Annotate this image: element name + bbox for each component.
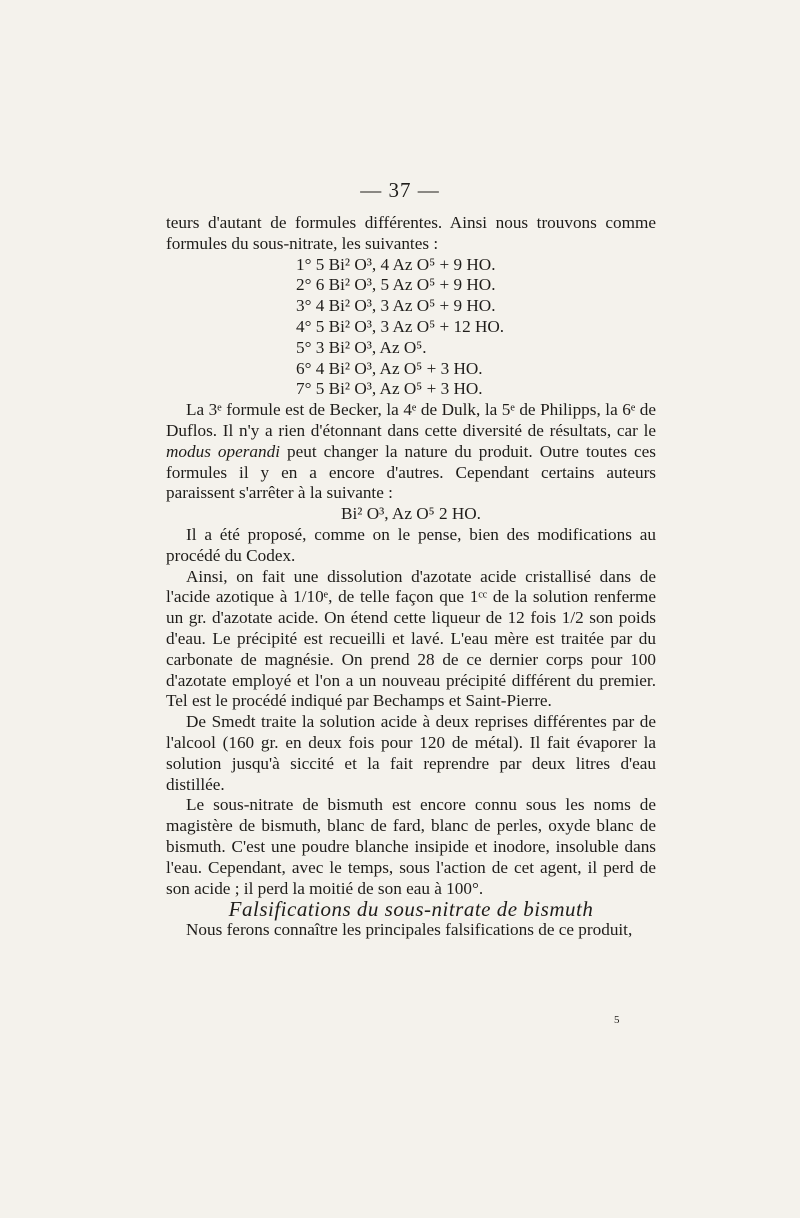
paragraph: Nous ferons connaître les principales falsifications de ce produit,: [186, 920, 633, 940]
formula-single: Bi² O³, Az O⁵ 2 HO.: [341, 504, 481, 524]
formula-item: 4° 5 Bi² O³, 3 Az O⁵ + 12 HO.: [296, 316, 505, 336]
formula-item: 6° 4 Bi² O³, Az O⁵ + 3 HO.: [296, 358, 483, 378]
paragraph-text: peut changer la nature du produit. Outre toutes ces formules il y en a encore d'autres. Cependant certains auteurs paraissent s'arrêter à la suivante :: [166, 441, 656, 503]
section-title: Falsifications du sous-nitrate de bismuth: [228, 897, 594, 922]
formula-item: 3° 4 Bi² O³, 3 Az O⁵ + 9 HO.: [296, 296, 496, 316]
formula-item: 5° 3 Bi² O³, Az O⁵.: [296, 337, 427, 357]
paragraph: De Smedt traite la solution acide à deux reprises différentes par de l'alcool (160 gr. en deux fois pour 120 de métal). Il fait évaporer la solution jusqu'à siccité et la fait reprendre par deux litres d'eau distillée.: [166, 712, 656, 794]
page-number-header: — 37 —: [360, 178, 440, 202]
body-text: [166, 213, 656, 941]
paragraph: teurs d'autant de formules différentes. Ainsi nous trouvons comme formules du sous-nitrate, les suivantes :: [166, 213, 656, 253]
formula-list: [296, 255, 656, 401]
paragraph: Il a été proposé, comme on le pense, bien des modifications au procédé du Codex.: [166, 524, 656, 565]
formula-item: 2° 6 Bi² O³, 5 Az O⁵ + 9 HO.: [296, 275, 496, 295]
paragraph: Le sous-nitrate de bismuth est encore connu sous les noms de magistère de bismuth, blanc de fard, blanc de perles, oxyde blanc de bismuth. C'est une poudre blanche insipide et inodore, insoluble dans l'eau. Cependant, avec le temps, sous l'action de cet agent, il perd de son acide ; il perd la moitié de son eau à 100°.: [166, 795, 656, 898]
formula-item: 7° 5 Bi² O³, Az O⁵ + 3 HO.: [296, 379, 483, 399]
italic-term: modus operandi: [166, 441, 280, 461]
paragraph: Ainsi, on fait une dissolution d'azotate acide cristallisé dans de l'acide azotique à 1/10ᵉ, de telle façon que 1ᶜᶜ de la solution renferme un gr. d'azotate acide. On étend cette liqueur de 12 fois 1/2 son poids d'eau. Le précipité est recueilli et lavé. L'eau mère est traitée par du carbonate de magnésie. On prend 28 de ce dernier corps pour 100 d'azotate employé et l'on a un nouveau précipité différent du premier. Tel est le procédé indiqué par Bechamps et Saint-Pierre.: [166, 566, 656, 711]
paragraph-text: La 3ᵉ formule est de Becker, la 4ᵉ de Dulk, la 5ᵉ de Philipps, la 6ᵉ de Duflos. Il n'y a rien d'étonnant dans cette diversité de résultats, car le: [166, 400, 656, 440]
signature-mark: 5: [614, 1014, 620, 1026]
paragraph: [166, 400, 656, 504]
formula-item: 1° 5 Bi² O³, 4 Az O⁵ + 9 HO.: [296, 254, 496, 274]
